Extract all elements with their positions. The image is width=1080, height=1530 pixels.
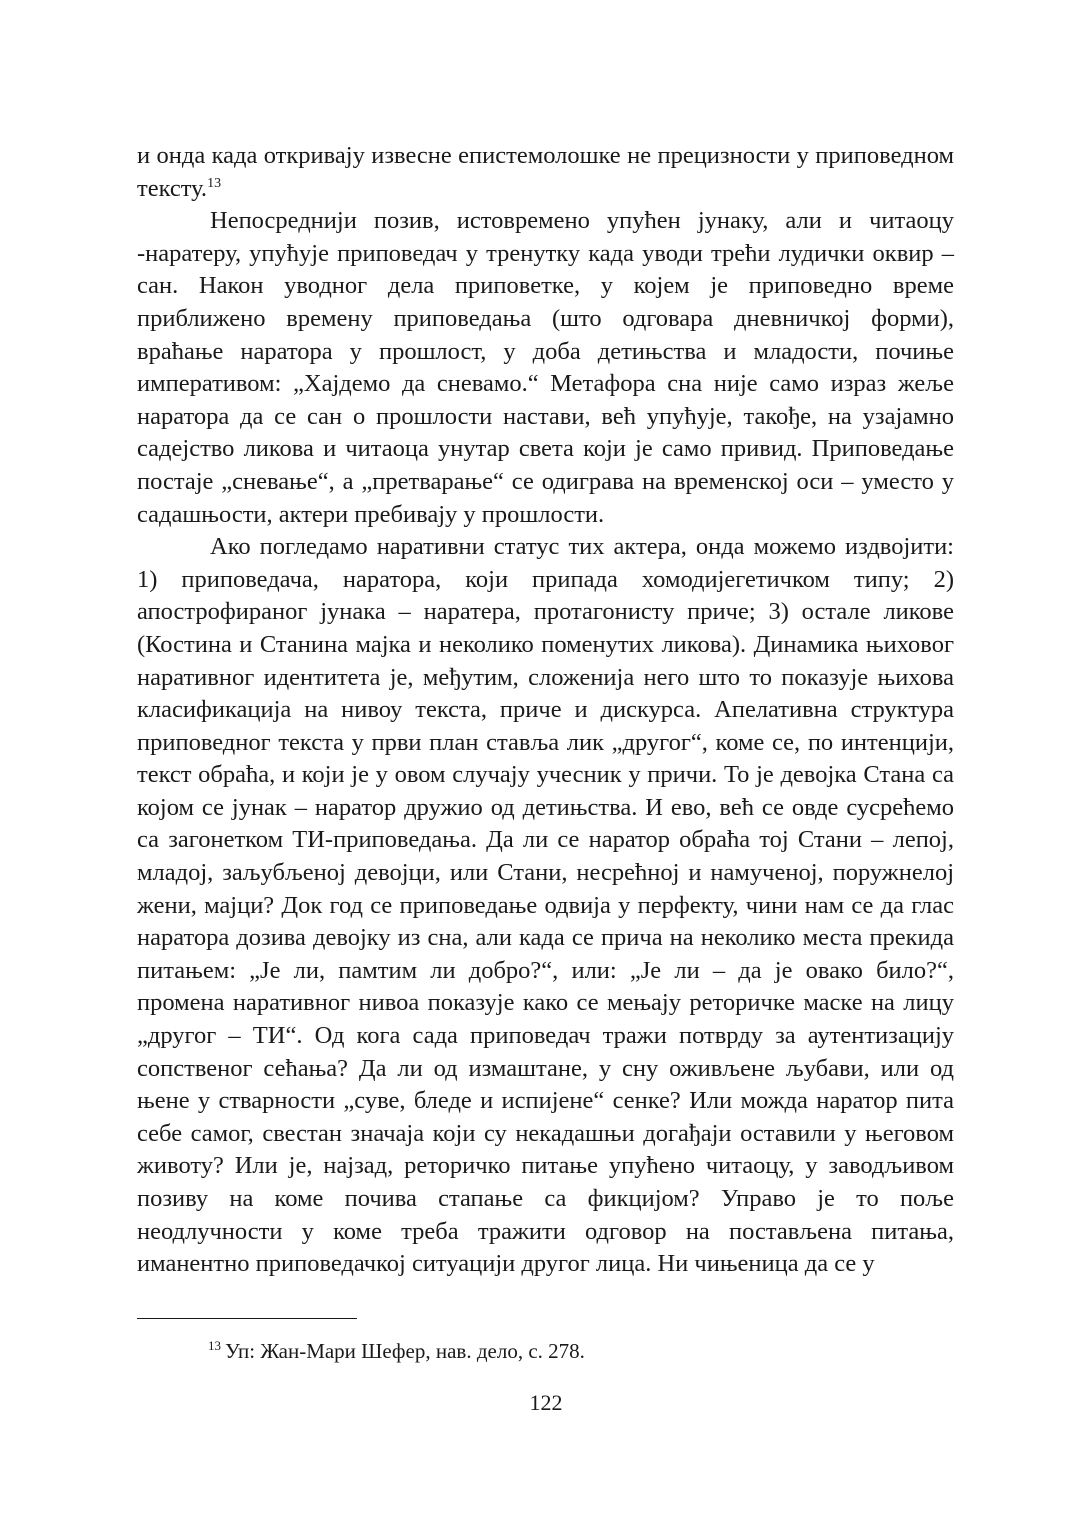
footnote-reference: 13 <box>207 175 222 191</box>
paragraph-continuation <box>137 140 954 205</box>
footnote <box>208 1337 954 1365</box>
paragraph: Ако погледамо наративни статус тих актера, онда можемо издвојити: 1) приповедача, наратора, који припада хомодијегетичком типу; 2) апострофираног јунака – наратера, протагонисту приче; 3) остале ликове (Костина и Станина мајка и неколико поменутих ликова). Динамика њиховог наративног идентитета је, међутим, сложенија него што то показује њихова класификација на нивоу текста, приче и дискурса. Апелативна структура приповедног текста у први план ставља лик „другог“, коме се, по интенцији, текст обраћа, и који је у овом случају учесник у причи. То је девојка Стана са којом се јунак – наратор дружио од детињства. И ево, већ се овде сусрећемо са загонетком ТИ-приповедања. Да ли се наратор обраћа тој Стани – лепој, младој, заљубљеној девојци, или Стани, несрећној и намученој, поружнелој жени, мајци? Док год се приповедање одвија у перфекту, чини нам се да глас наратора дозива девојку из сна, али када се прича на неколико места прекида питањем: „Је ли, памтим ли добро?“, или: „Је ли – да је овако било?“, промена наративног нивоа показује како се мењају реторичке маске на лицу „другог – ТИ“. Од кога сада приповедач тражи потврду за аутентизацију сопственог сећања? Да ли од измаштане, у сну оживљене љубави, или од њене у стварности „суве, бледе и испијене“ сенке? Или можда наратор пита себе самог, свестан значаја који су некадашњи догађаји оставили у његовом животу? Или је, најзад, реторичко питање упућено читаоцу, у заводљивом позиву на коме почива стапање са фикцијом? Управо је то поље неодлучности у коме треба тражити одговор на постављена питања, иманентно приповедачкој ситуацији другог лица. Ни чињеница да се у <box>137 533 954 1278</box>
page-number: 122 <box>529 1390 563 1415</box>
main-text <box>137 140 954 1281</box>
paragraph-text: и онда када откривају извесне епистемолошке не прецизности у приповедном тексту. <box>137 142 954 202</box>
footnote-number: 13 <box>208 1338 221 1353</box>
footnote-divider <box>137 1318 357 1319</box>
paragraph: Непосреднији позив, истовремено упућен јунаку, али и читаоцу -наратеру, упућује приповедач у тренутку када уводи трећи лудички оквир – сан. Након уводног дела приповетке, у којем је приповедно време приближено времену приповедања (што одговара дневничкој форми), враћање наратора у прошлост, у доба детињства и младости, почиње императивом: „Хајдемо да сневамо.“ Метафора сна није само израз жеље наратора да се сан о прошлости настави, већ упућује, такође, на узајамно садејство ликова и читаоца унутар света који је само привид. Приповедање постаје „сневање“, а „претварање“ се одиграва на временској оси – уместо у садашњости, актери пребивају у прошлости. <box>137 207 954 528</box>
footnote-text: Уп: Жан-Мари Шефер, нав. дело, с. 278. <box>225 1339 585 1363</box>
